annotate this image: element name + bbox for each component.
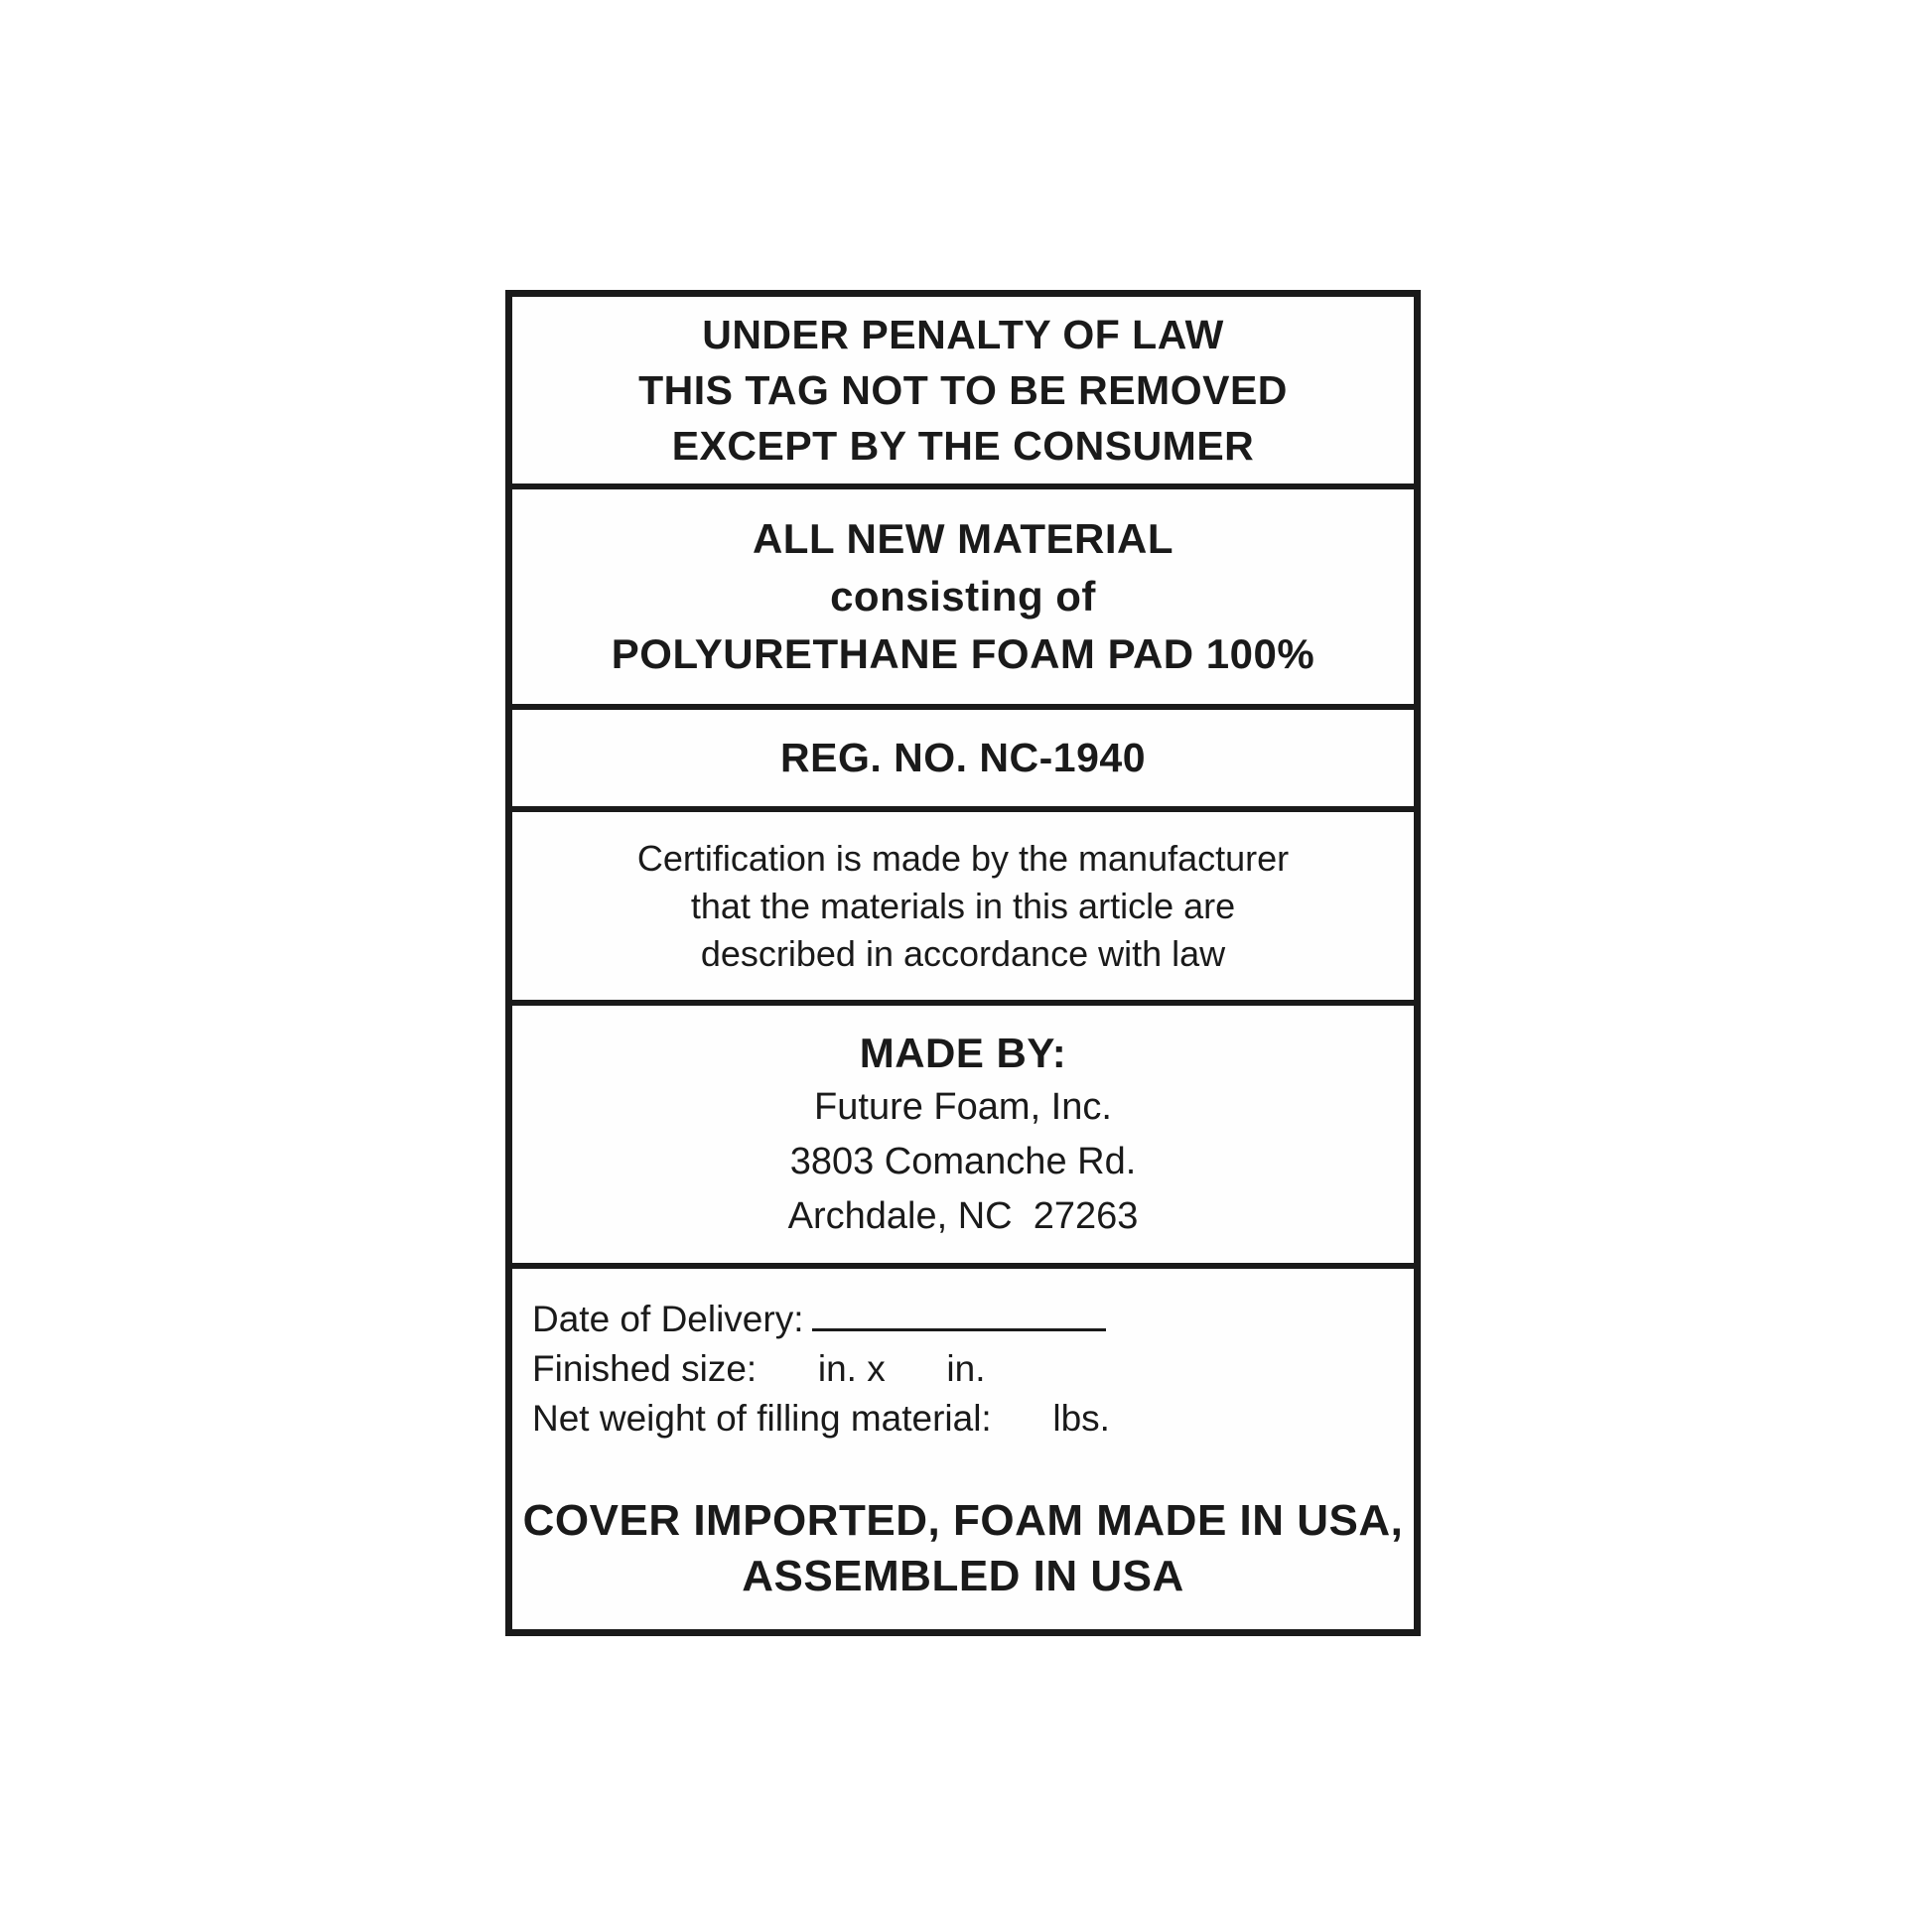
manufacturer-street: 3803 Comanche Rd. — [789, 1140, 1137, 1182]
registration-number: REG. NO. NC-1940 — [780, 735, 1146, 780]
origin-statement — [512, 1493, 1414, 1604]
section-made-by — [512, 1006, 1414, 1269]
law-label-tag — [505, 290, 1421, 1636]
material-line-3: POLYURETHANE FOAM PAD 100% — [611, 630, 1315, 677]
certification-line-2: that the materials in this article are — [690, 885, 1236, 926]
date-of-delivery-label: Date of Delivery: — [532, 1299, 804, 1339]
section-delivery-details — [512, 1269, 1414, 1629]
material-line-2: consisting of — [830, 573, 1096, 620]
section-registration-number — [512, 710, 1414, 812]
penalty-line-1: UNDER PENALTY OF LAW — [702, 312, 1224, 357]
material-line-1: ALL NEW MATERIAL — [752, 515, 1174, 562]
section-material-contents — [512, 489, 1414, 710]
section-certification — [512, 812, 1414, 1006]
certification-line-1: Certification is made by the manufacturer — [636, 837, 1290, 879]
penalty-line-2: THIS TAG NOT TO BE REMOVED — [638, 367, 1288, 413]
made-by-heading: MADE BY: — [859, 1029, 1067, 1076]
finished-size-line: Finished size: in. x in. — [532, 1348, 986, 1389]
date-of-delivery-line — [512, 1295, 1414, 1344]
manufacturer-city-state-zip: Archdale, NC 27263 — [787, 1194, 1139, 1237]
penalty-line-3: EXCEPT BY THE CONSUMER — [671, 423, 1255, 469]
section-penalty-notice — [512, 297, 1414, 489]
certification-line-3: described in accordance with law — [700, 932, 1226, 974]
manufacturer-name: Future Foam, Inc. — [814, 1085, 1112, 1128]
date-of-delivery-blank — [812, 1324, 1106, 1331]
origin-line-2: ASSEMBLED IN USA — [742, 1552, 1184, 1600]
origin-line-1: COVER IMPORTED, FOAM MADE IN USA, — [522, 1496, 1404, 1545]
net-weight-line: Net weight of filling material: lbs. — [532, 1398, 1110, 1439]
